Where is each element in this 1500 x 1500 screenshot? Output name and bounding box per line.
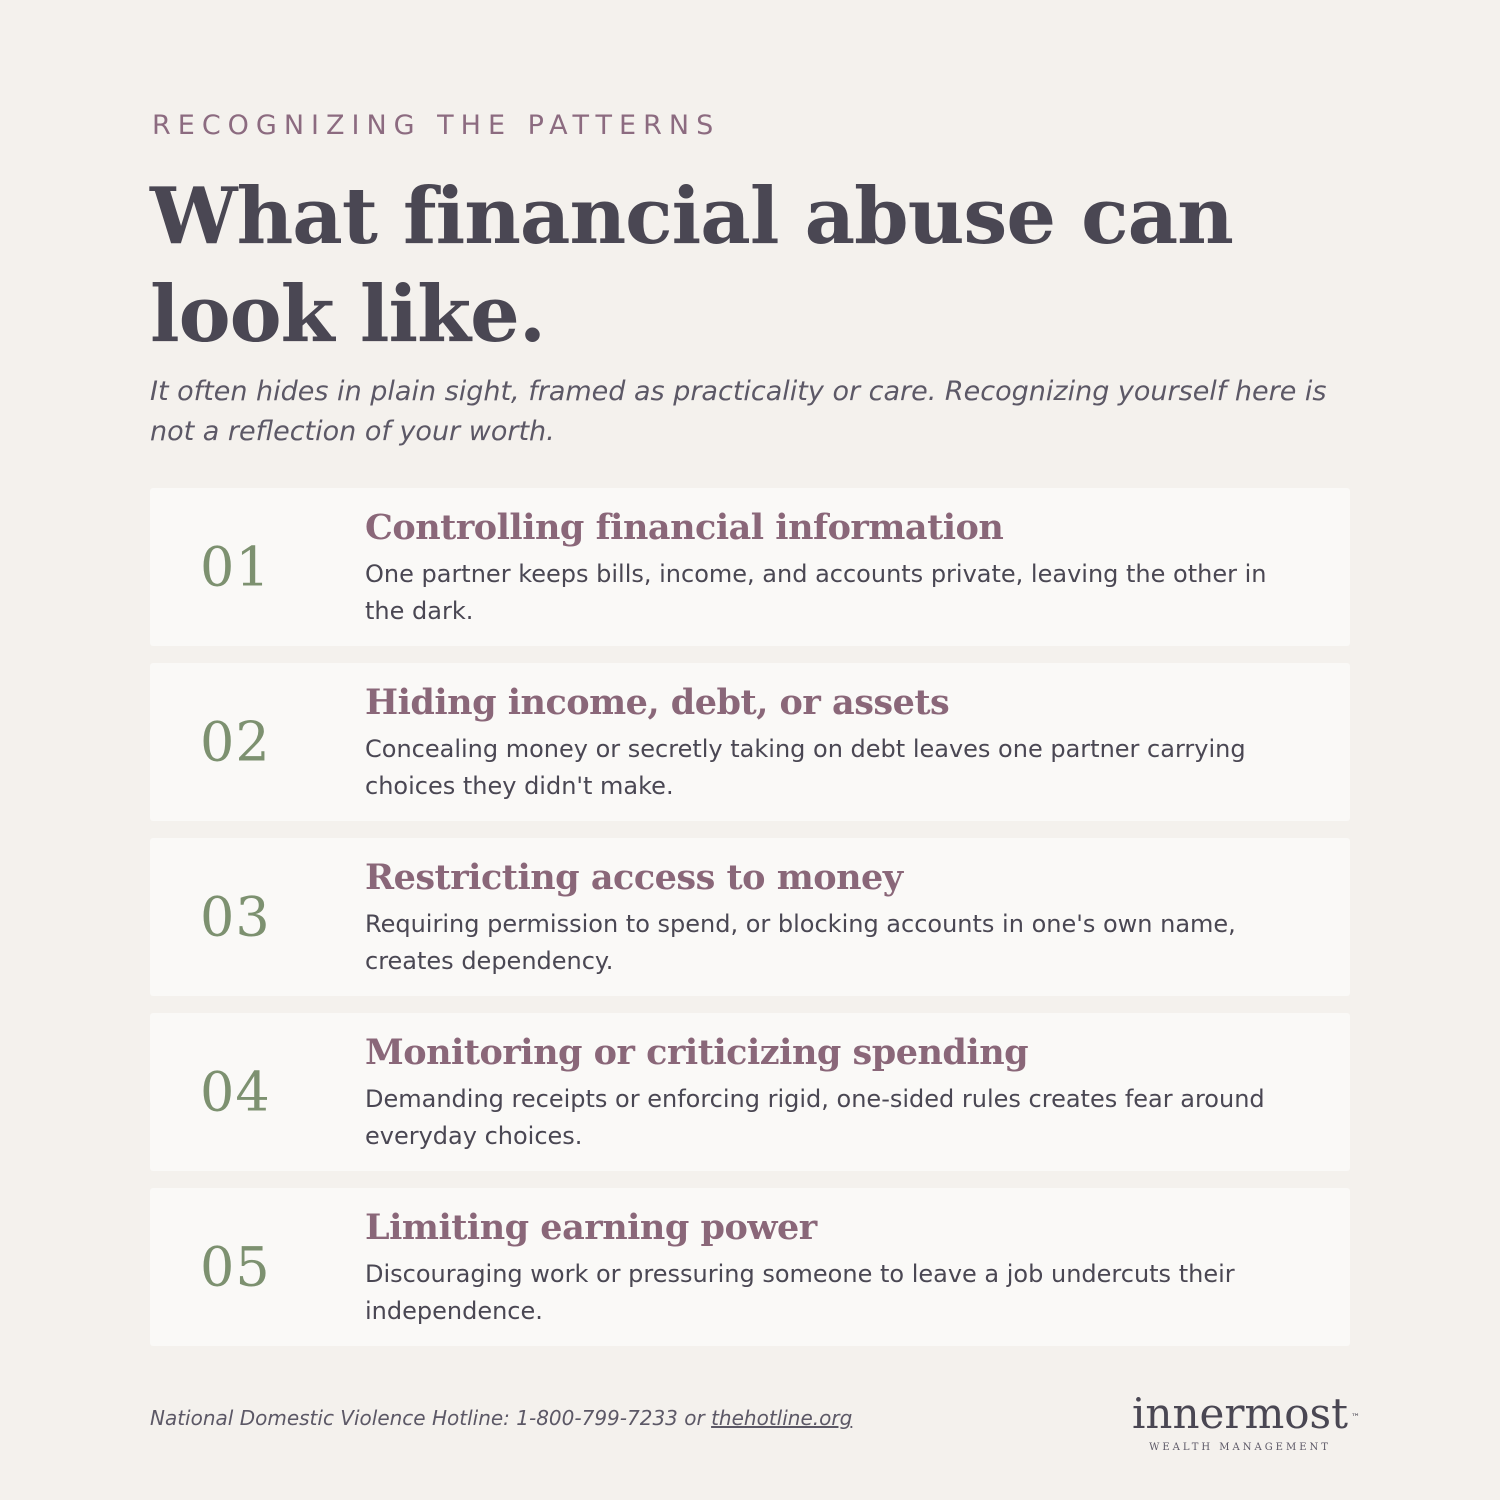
pattern-number: 02 xyxy=(200,710,271,774)
pattern-title: Restricting access to money xyxy=(365,857,903,898)
pattern-description: Concealing money or secretly taking on debt leaves one partner carrying choices they didn't make. xyxy=(365,735,1246,800)
pattern-description: Demanding receipts or enforcing rigid, one-sided rules creates fear around everyday choices. xyxy=(365,1085,1265,1150)
pattern-title: Monitoring or criticizing spending xyxy=(365,1032,1029,1073)
pattern-body xyxy=(365,856,1305,980)
pattern-description: Discouraging work or pressuring someone to leave a job undercuts their independence. xyxy=(365,1260,1235,1325)
pattern-number: 03 xyxy=(200,885,271,949)
page xyxy=(150,0,1360,1500)
trademark-symbol: ™ xyxy=(1351,1413,1360,1423)
pattern-card xyxy=(150,663,1350,821)
hotline-text: National Domestic Violence Hotline: 1-800-799-7233 or xyxy=(150,1406,712,1430)
pattern-body xyxy=(365,1206,1305,1330)
hotline-link[interactable]: thehotline.org xyxy=(711,1406,853,1430)
pattern-number: 04 xyxy=(200,1060,271,1124)
pattern-title: Limiting earning power xyxy=(365,1207,817,1248)
pattern-number: 05 xyxy=(200,1235,271,1299)
pattern-number: 01 xyxy=(200,535,271,599)
pattern-card xyxy=(150,488,1350,646)
logo-tagline: WEALTH MANAGEMENT xyxy=(1149,1442,1331,1453)
pattern-title: Controlling financial information xyxy=(365,507,1004,548)
logo-wordmark xyxy=(1131,1389,1360,1438)
pattern-description: Requiring permission to spend, or blocking accounts in one's own name, creates dependency. xyxy=(365,910,1236,975)
logo-wordmark-text: innermost xyxy=(1131,1389,1348,1438)
pattern-body xyxy=(365,681,1305,805)
pattern-body xyxy=(365,506,1305,630)
pattern-card xyxy=(150,838,1350,996)
page-title: What financial abuse can look like. xyxy=(150,171,1233,360)
eyebrow-label: RECOGNIZING THE PATTERNS xyxy=(152,110,721,141)
brand-logo xyxy=(1125,1389,1360,1453)
pattern-card xyxy=(150,1013,1350,1171)
hotline-note xyxy=(150,1406,852,1430)
pattern-list xyxy=(150,488,1350,1363)
pattern-body xyxy=(365,1031,1305,1155)
page-subtitle: It often hides in plain sight, framed as practicality or care. Recognizing yourself here is not a reflection of your worth. xyxy=(150,376,1327,447)
pattern-title: Hiding income, debt, or assets xyxy=(365,682,950,723)
pattern-description: One partner keeps bills, income, and accounts private, leaving the other in the dark. xyxy=(365,560,1267,625)
pattern-card xyxy=(150,1188,1350,1346)
